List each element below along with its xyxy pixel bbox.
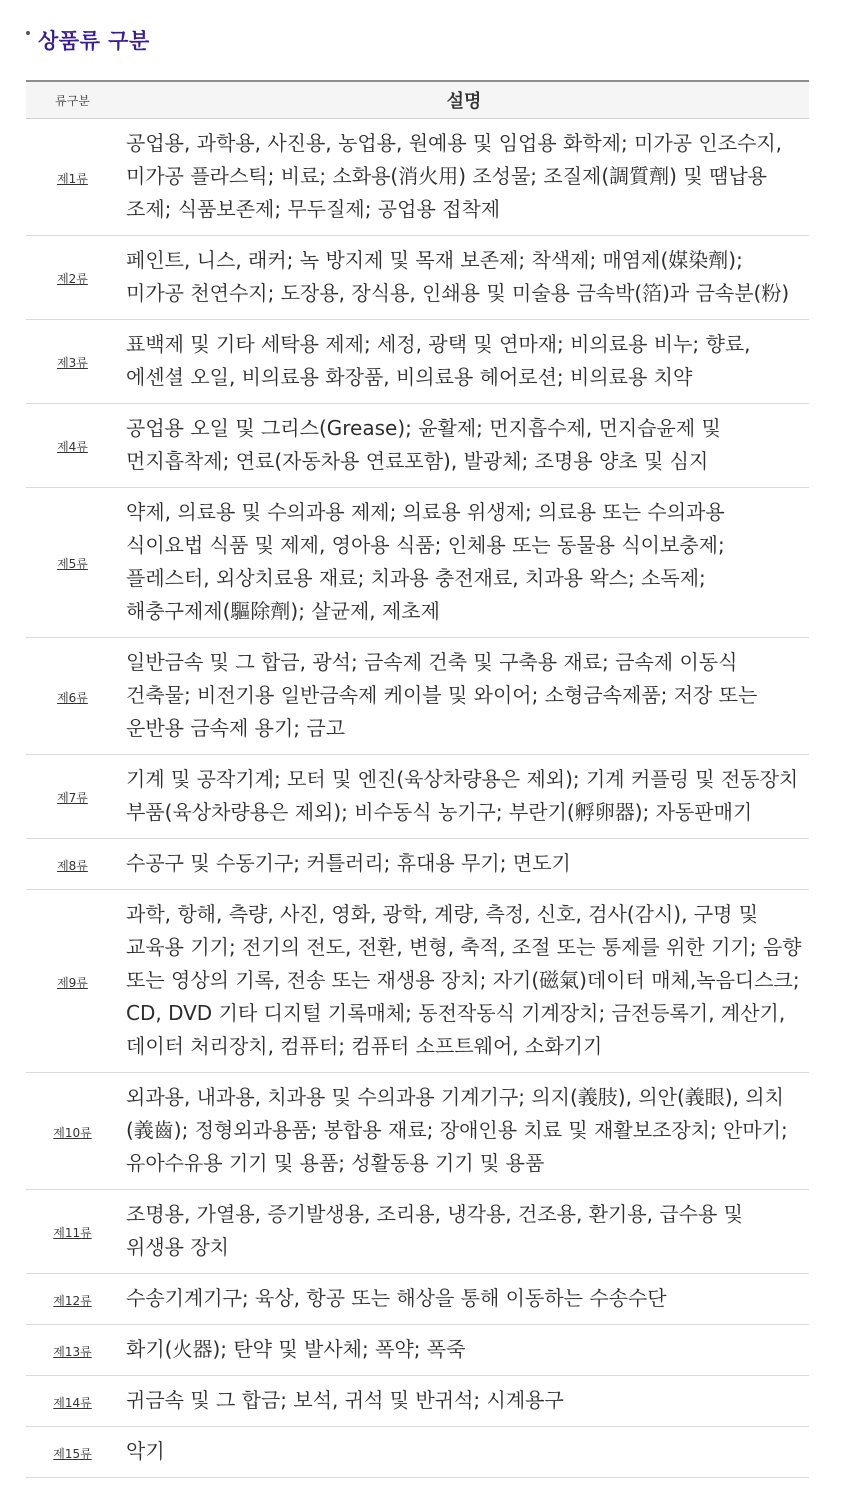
table-row — [26, 1274, 809, 1325]
table-row — [26, 1427, 809, 1478]
class-table-wrapper — [26, 80, 809, 1478]
section-header — [26, 28, 150, 54]
class-link[interactable]: 제2류 — [57, 272, 88, 286]
class-cell — [26, 119, 119, 236]
table-header-row — [26, 81, 809, 119]
bullet-icon — [26, 31, 30, 35]
class-link[interactable]: 제11류 — [53, 1226, 92, 1240]
table-row — [26, 236, 809, 320]
class-cell — [26, 404, 119, 488]
class-cell — [26, 839, 119, 890]
class-cell — [26, 890, 119, 1073]
section-title: 상품류 구분 — [38, 29, 150, 53]
description-cell: 일반금속 및 그 합금, 광석; 금속제 건축 및 구축용 재료; 금속제 이동식 건축물; 비전기용 일반금속제 케이블 및 와이어; 소형금속제품; 저장 또는 운반용 금속제 용기; 금고 — [119, 638, 809, 755]
table-row — [26, 839, 809, 890]
table-row — [26, 1073, 809, 1190]
description-cell: 기계 및 공작기계; 모터 및 엔진(육상차량용은 제외); 기계 커플링 및 전동장치 부품(육상차량용은 제외); 비수동식 농기구; 부란기(孵卵器); 자동판매기 — [119, 755, 809, 839]
class-cell — [26, 1427, 119, 1478]
table-row — [26, 404, 809, 488]
description-cell: 귀금속 및 그 합금; 보석, 귀석 및 반귀석; 시계용구 — [119, 1376, 809, 1427]
table-row — [26, 1376, 809, 1427]
class-cell — [26, 488, 119, 638]
class-link[interactable]: 제3류 — [57, 356, 88, 370]
description-cell: 화기(火器); 탄약 및 발사체; 폭약; 폭죽 — [119, 1325, 809, 1376]
header-class: 류구분 — [26, 81, 119, 119]
class-cell — [26, 755, 119, 839]
description-cell: 페인트, 니스, 래커; 녹 방지제 및 목재 보존제; 착색제; 매염제(媒染劑); 미가공 천연수지; 도장용, 장식용, 인쇄용 및 미술용 금속박(箔)과 금속분(粉) — [119, 236, 809, 320]
header-description: 설명 — [119, 81, 809, 119]
class-cell — [26, 320, 119, 404]
class-cell — [26, 236, 119, 320]
table-row — [26, 890, 809, 1073]
table-body — [26, 119, 809, 1478]
class-link[interactable]: 제15류 — [53, 1446, 92, 1461]
table-row — [26, 755, 809, 839]
table-row — [26, 1325, 809, 1376]
class-link[interactable]: 제5류 — [57, 557, 88, 571]
description-cell: 공업용 오일 및 그리스(Grease); 윤활제; 먼지흡수제, 먼지습윤제 및 먼지흡착제; 연료(자동차용 연료포함), 발광체; 조명용 양초 및 심지 — [119, 404, 809, 488]
class-cell — [26, 1274, 119, 1325]
class-cell — [26, 1376, 119, 1427]
description-cell: 수송기계기구; 육상, 항공 또는 해상을 통해 이동하는 수송수단 — [119, 1274, 809, 1325]
class-link[interactable]: 제9류 — [57, 975, 88, 990]
table-row — [26, 119, 809, 236]
description-cell: 수공구 및 수동기구; 커틀러리; 휴대용 무기; 면도기 — [119, 839, 809, 890]
description-cell: 조명용, 가열용, 증기발생용, 조리용, 냉각용, 건조용, 환기용, 급수용 및 위생용 장치 — [119, 1190, 809, 1274]
table-row — [26, 1190, 809, 1274]
table-row — [26, 488, 809, 638]
description-cell: 표백제 및 기타 세탁용 제제; 세정, 광택 및 연마재; 비의료용 비누; 향료, 에센셜 오일, 비의료용 화장품, 비의료용 헤어로션; 비의료용 치약 — [119, 320, 809, 404]
class-table — [26, 80, 809, 1478]
description-cell: 악기 — [119, 1427, 809, 1478]
class-link[interactable]: 제14류 — [53, 1395, 92, 1410]
description-cell: 외과용, 내과용, 치과용 및 수의과용 기계기구; 의지(義肢), 의안(義眼), 의치(義齒); 정형외과용품; 봉합용 재료; 장애인용 치료 및 재활보조장치; 안마기; 유아수유용 기기 및 용품; 성활동용 기기 및 용품 — [119, 1073, 809, 1190]
table-row — [26, 638, 809, 755]
class-link[interactable]: 제8류 — [57, 858, 88, 873]
description-cell: 약제, 의료용 및 수의과용 제제; 의료용 위생제; 의료용 또는 수의과용 식이요법 식품 및 제제, 영아용 식품; 인체용 또는 동물용 식이보충제; 플레스터, 외상치료용 재료; 치과용 충전재료, 치과용 왁스; 소독제; 해충구제제(驅除劑); 살균제, 제초제 — [119, 488, 809, 638]
class-link[interactable]: 제6류 — [57, 690, 88, 705]
class-cell — [26, 638, 119, 755]
description-cell: 공업용, 과학용, 사진용, 농업용, 원예용 및 임업용 화학제; 미가공 인조수지, 미가공 플라스틱; 비료; 소화용(消火用) 조성물; 조질제(調質劑) 및 땜납용 조제; 식품보존제; 무두질제; 공업용 접착제 — [119, 119, 809, 236]
class-link[interactable]: 제4류 — [57, 440, 88, 454]
class-cell — [26, 1073, 119, 1190]
class-link[interactable]: 제7류 — [57, 791, 88, 805]
class-link[interactable]: 제10류 — [53, 1125, 92, 1140]
description-cell: 과학, 항해, 측량, 사진, 영화, 광학, 계량, 측정, 신호, 검사(감시), 구명 및 교육용 기기; 전기의 전도, 전환, 변형, 축적, 조절 또는 통제를 위한 기기; 음향 또는 영상의 기록, 전송 또는 재생용 장치; 자기(磁氣)데이터 매체,녹음디스크; CD, DVD 기타 디지털 기록매체; 동전작동식 기계장치; 금전등록기, 계산기, 데이터 처리장치, 컴퓨터; 컴퓨터 소프트웨어, 소화기기 — [119, 890, 809, 1073]
class-link[interactable]: 제1류 — [57, 171, 88, 186]
class-link[interactable]: 제13류 — [53, 1344, 92, 1359]
class-cell — [26, 1190, 119, 1274]
table-row — [26, 320, 809, 404]
class-cell — [26, 1325, 119, 1376]
class-link[interactable]: 제12류 — [53, 1293, 92, 1308]
